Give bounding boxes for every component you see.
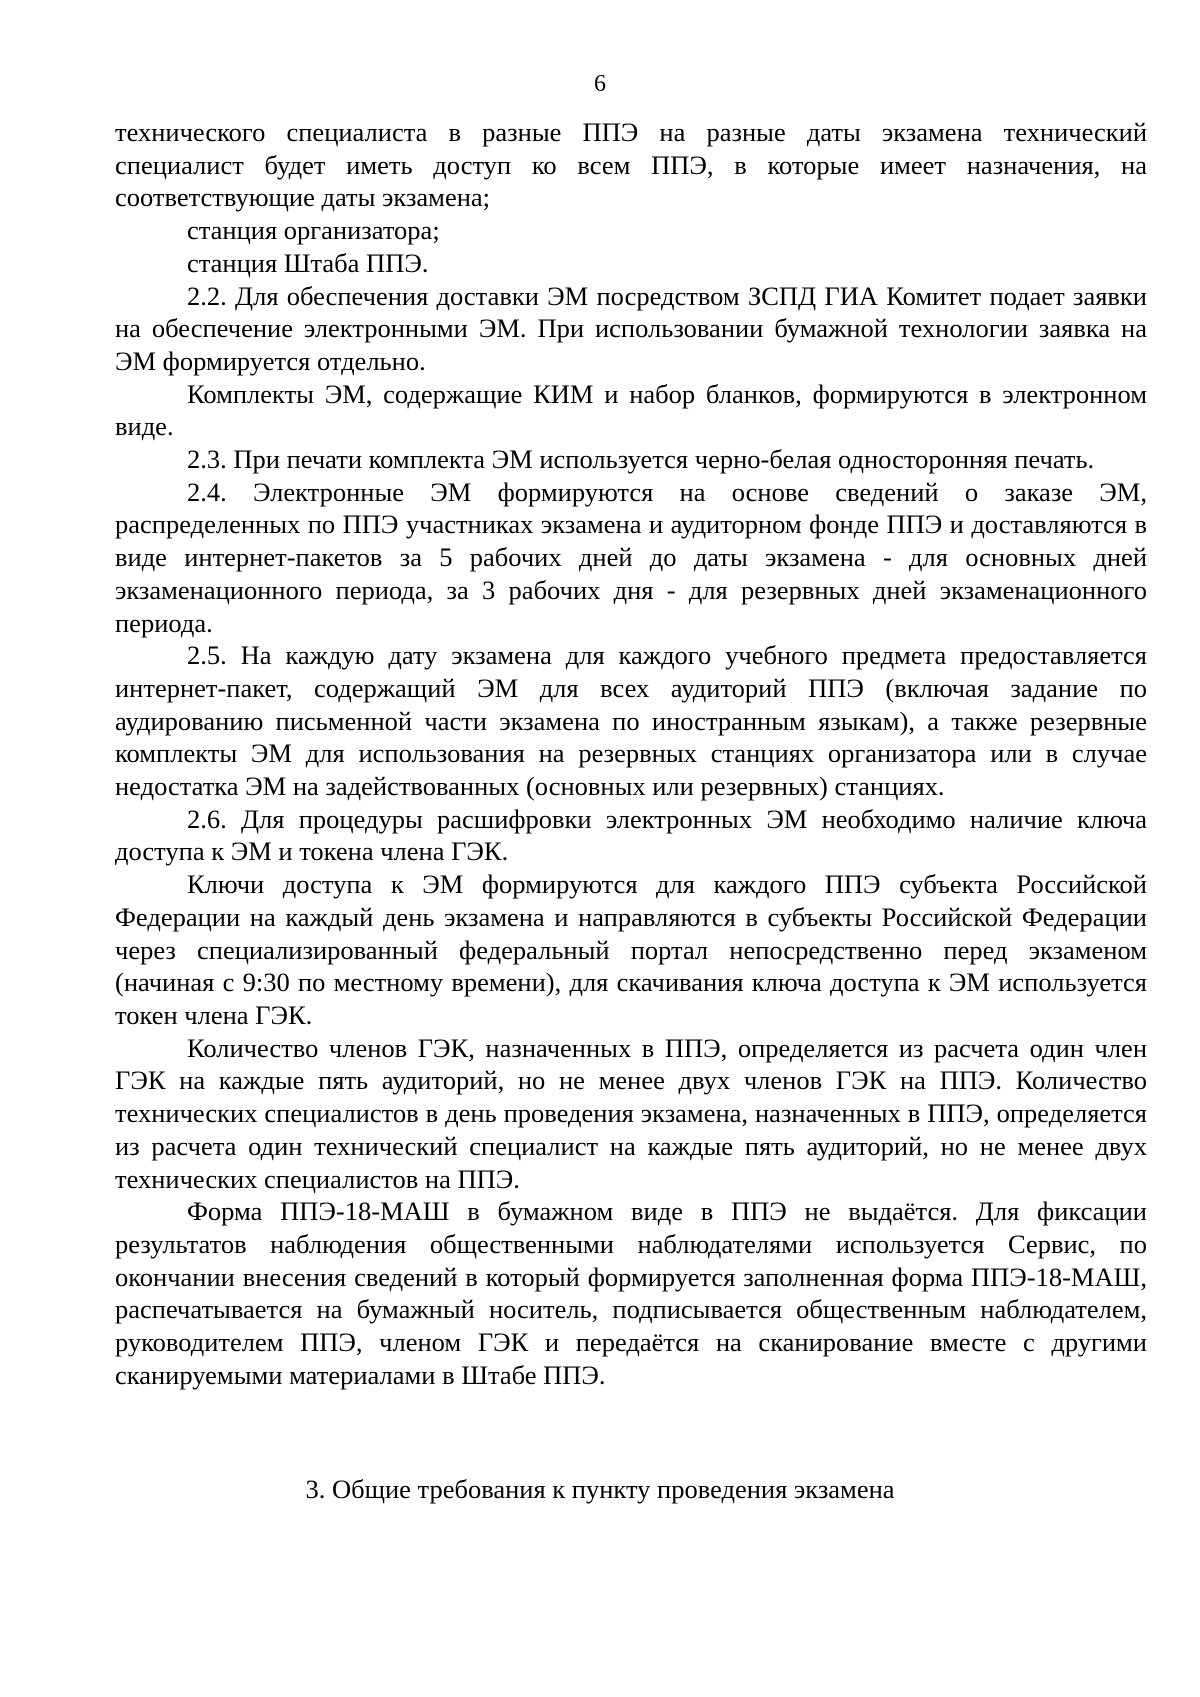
paragraph-2-5: 2.5. На каждую дату экзамена для каждого учебного предмета предоставляется интернет-пакет, содержащий ЭМ для всех аудиторий ППЭ (включая задание по аудированию письменной части экзамена по иностранным языкам), а также резервные комплекты ЭМ для использования на резервных станциях организатора или в случае недостатка ЭМ на задействованных (основных или резервных) станциях. (115, 640, 1147, 802)
paragraph-2-2: 2.2. Для обеспечения доставки ЭМ посредством ЗСПД ГИА Комитет подает заявки на обеспечение электронными ЭМ. При использовании бумажной технологии заявка на ЭМ формируется отдельно. (115, 280, 1147, 376)
paragraph-hq-station: станция Штаба ППЭ. (187, 247, 429, 278)
paragraph-continuation: технического специалиста в разные ППЭ на разные даты экзамена технический специалист будет иметь доступ ко всем ППЭ, в которые имеет назначения, на соответствующие даты экзамена; (115, 117, 1147, 213)
document-body (115, 116, 1147, 1391)
paragraph-2-3: 2.3. При печати комплекта ЭМ используется черно-белая односторонняя печать. (187, 444, 1095, 475)
paragraph-kits: Комплекты ЭМ, содержащие КИМ и набор бланков, формируются в электронном виде. (115, 378, 1147, 442)
paragraph-form-ppe-18: Форма ППЭ-18-МАШ в бумажном виде в ППЭ не выдаётся. Для фиксации результатов наблюдения общественными наблюдателями используется Сервис, по окончании внесения сведений в который формируется заполненная форма ППЭ-18-МАШ, распечатывается на бумажный носитель, подписывается общественным наблюдателем, руководителем ППЭ, членом ГЭК и передаётся на сканирование вместе с другими сканируемыми материалами в Штабе ППЭ. (115, 1196, 1147, 1390)
paragraph-2-4: 2.4. Электронные ЭМ формируются на основе сведений о заказе ЭМ, распределенных по ППЭ участниках экзамена и аудиторном фонде ППЭ и доставляются в виде интернет-пакетов за 5 рабочих дней до даты экзамена - для основных дней экзаменационного периода, за 3 рабочих дня - для резервных дней экзаменационного периода. (115, 476, 1147, 638)
section-heading: 3. Общие требования к пункту проведения экзамена (305, 1474, 895, 1504)
paragraph-2-6: 2.6. Для процедуры расшифровки электронных ЭМ необходимо наличие ключа доступа к ЭМ и токена члена ГЭК. (115, 803, 1147, 867)
paragraph-gek-count: Количество членов ГЭК, назначенных в ППЭ, определяется из расчета один член ГЭК на каждые пять аудиторий, но не менее двух членов ГЭК на ППЭ. Количество технических специалистов в день проведения экзамена, назначенных в ППЭ, определяется из расчета один технический специалист на каждые пять аудиторий, но не менее двух технических специалистов на ППЭ. (115, 1032, 1147, 1194)
paragraph-organizer-station: станция организатора; (187, 215, 440, 246)
paragraph-access-keys: Ключи доступа к ЭМ формируются для каждого ППЭ субъекта Российской Федерации на каждый день экзамена и направляются в субъекты Российской Федерации через специализированный федеральный портал непосредственно перед экзаменом (начиная с 9:30 по местному времени), для скачивания ключа доступа к ЭМ используется токен члена ГЭК. (115, 869, 1147, 1030)
page-number: 6 (594, 71, 606, 97)
